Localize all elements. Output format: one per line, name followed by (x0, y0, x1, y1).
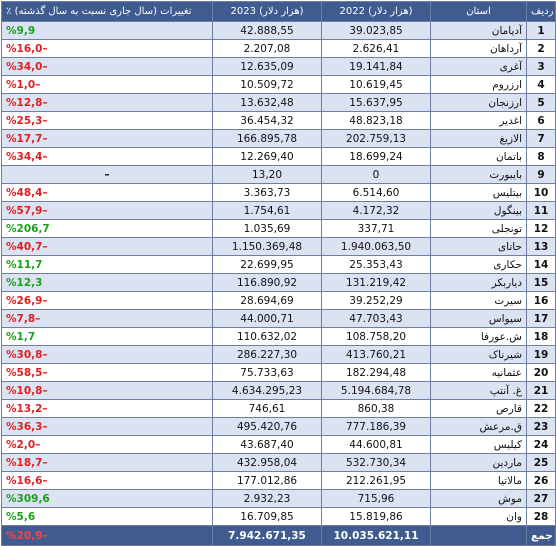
cell-province: آدیامان (431, 22, 527, 40)
total-2023: 7.942.671,35 (213, 526, 322, 546)
cell-province: اغدیر (431, 112, 527, 130)
cell-2023: 13,20 (213, 166, 322, 184)
cell-rank: 6 (527, 112, 556, 130)
cell-rank: 4 (527, 76, 556, 94)
cell-rank: 23 (527, 418, 556, 436)
cell-rank: 3 (527, 58, 556, 76)
cell-change: %7,8– (2, 310, 213, 328)
cell-change: %30,8– (2, 346, 213, 364)
table-row (2, 472, 556, 490)
cell-2022: 532.730,34 (322, 454, 431, 472)
header-2023: 2023 (هزار دلار) (213, 2, 322, 22)
table-row (2, 202, 556, 220)
cell-2022: 6.514,60 (322, 184, 431, 202)
cell-2023: 43.687,40 (213, 436, 322, 454)
cell-2023: 1.150.369,48 (213, 238, 322, 256)
cell-2022: 212.261,95 (322, 472, 431, 490)
cell-province: موش (431, 490, 527, 508)
cell-change: %36,3– (2, 418, 213, 436)
table-row (2, 490, 556, 508)
table-row (2, 112, 556, 130)
table-row (2, 184, 556, 202)
table-row (2, 508, 556, 526)
cell-2023: 22.699,95 (213, 256, 322, 274)
cell-rank: 28 (527, 508, 556, 526)
cell-rank: 11 (527, 202, 556, 220)
cell-province: آرداهان (431, 40, 527, 58)
table-row (2, 328, 556, 346)
cell-province: غ. آنتپ (431, 382, 527, 400)
cell-2022: 15.637,95 (322, 94, 431, 112)
cell-2023: 432.958,04 (213, 454, 322, 472)
cell-rank: 18 (527, 328, 556, 346)
cell-2023: 13.632,48 (213, 94, 322, 112)
cell-2022: 47.703,43 (322, 310, 431, 328)
cell-province: باتمان (431, 148, 527, 166)
table-row (2, 364, 556, 382)
cell-2022: 860,38 (322, 400, 431, 418)
total-empty (431, 526, 527, 546)
cell-change: %1,0– (2, 76, 213, 94)
cell-2023: 75.733,63 (213, 364, 322, 382)
cell-2022: 131.219,42 (322, 274, 431, 292)
cell-2023: 1.035,69 (213, 220, 322, 238)
cell-2022: 777.186,39 (322, 418, 431, 436)
table-row (2, 58, 556, 76)
table-row (2, 400, 556, 418)
cell-2022: 0 (322, 166, 431, 184)
header-row (2, 2, 556, 22)
cell-2023: 12.635,09 (213, 58, 322, 76)
cell-2022: 337,71 (322, 220, 431, 238)
header-2022: 2022 (هزار دلار) (322, 2, 431, 22)
cell-change: %13,2– (2, 400, 213, 418)
cell-2022: 48.823,18 (322, 112, 431, 130)
cell-province: تونجلی (431, 220, 527, 238)
cell-2023: 746,61 (213, 400, 322, 418)
cell-rank: 5 (527, 94, 556, 112)
cell-2023: 10.509,72 (213, 76, 322, 94)
cell-province: سیواس (431, 310, 527, 328)
cell-province: ق.مرعش (431, 418, 527, 436)
cell-province: آغری (431, 58, 527, 76)
cell-2023: 116.890,92 (213, 274, 322, 292)
cell-province: سیرت (431, 292, 527, 310)
cell-2022: 1.940.063,50 (322, 238, 431, 256)
cell-change: %26,9– (2, 292, 213, 310)
cell-change: %40,7– (2, 238, 213, 256)
cell-2022: 39.023,85 (322, 22, 431, 40)
cell-2022: 5.194.684,78 (322, 382, 431, 400)
header-change: ٪ تغییرات (سال جاری نسبت به سال گذشته) (2, 2, 213, 22)
cell-rank: 25 (527, 454, 556, 472)
cell-province: حاتای (431, 238, 527, 256)
total-2022: 10.035.621,11 (322, 526, 431, 546)
cell-province: شیرناک (431, 346, 527, 364)
total-change: %20,9– (2, 526, 213, 546)
cell-2022: 715,96 (322, 490, 431, 508)
table-row (2, 94, 556, 112)
table-row (2, 166, 556, 184)
cell-rank: 15 (527, 274, 556, 292)
cell-2023: 495.420,76 (213, 418, 322, 436)
cell-2023: 36.454,32 (213, 112, 322, 130)
table-row (2, 382, 556, 400)
table-row (2, 274, 556, 292)
cell-rank: 1 (527, 22, 556, 40)
cell-change: %9,9 (2, 22, 213, 40)
cell-province: کیلیس (431, 436, 527, 454)
cell-province: ارزروم (431, 76, 527, 94)
cell-change: %206,7 (2, 220, 213, 238)
cell-change: %16,6– (2, 472, 213, 490)
cell-2022: 202.759,13 (322, 130, 431, 148)
table-row (2, 418, 556, 436)
cell-rank: 13 (527, 238, 556, 256)
cell-province: قارص (431, 400, 527, 418)
cell-province: ش.عورفا (431, 328, 527, 346)
cell-rank: 26 (527, 472, 556, 490)
cell-change: %12,3 (2, 274, 213, 292)
cell-province: بیتلیس (431, 184, 527, 202)
cell-change: %10,8– (2, 382, 213, 400)
cell-province: ارزنجان (431, 94, 527, 112)
table-row (2, 22, 556, 40)
cell-rank: 7 (527, 130, 556, 148)
cell-2023: 286.227,30 (213, 346, 322, 364)
cell-2023: 12.269,40 (213, 148, 322, 166)
cell-2022: 19.141,84 (322, 58, 431, 76)
cell-province: بینگول (431, 202, 527, 220)
cell-2023: 1.754,61 (213, 202, 322, 220)
cell-2023: 44.000,71 (213, 310, 322, 328)
cell-change: %58,5– (2, 364, 213, 382)
cell-2022: 108.758,20 (322, 328, 431, 346)
cell-rank: 12 (527, 220, 556, 238)
table-row (2, 220, 556, 238)
cell-rank: 9 (527, 166, 556, 184)
cell-2023: 166.895,78 (213, 130, 322, 148)
cell-rank: 19 (527, 346, 556, 364)
cell-2022: 10.619,45 (322, 76, 431, 94)
header-province: استان (431, 2, 527, 22)
cell-change: %34,4– (2, 148, 213, 166)
cell-2023: 28.694,69 (213, 292, 322, 310)
cell-rank: 21 (527, 382, 556, 400)
cell-change: %48,4– (2, 184, 213, 202)
cell-province: ماردین (431, 454, 527, 472)
table-row (2, 76, 556, 94)
cell-2022: 18.699,24 (322, 148, 431, 166)
cell-province: حکاری (431, 256, 527, 274)
cell-change: %57,9– (2, 202, 213, 220)
cell-change: %18,7– (2, 454, 213, 472)
total-label: جمع (527, 526, 556, 546)
cell-change: %25,3– (2, 112, 213, 130)
table-row (2, 346, 556, 364)
cell-2023: 16.709,85 (213, 508, 322, 526)
cell-rank: 8 (527, 148, 556, 166)
cell-2022: 182.294,48 (322, 364, 431, 382)
cell-rank: 20 (527, 364, 556, 382)
cell-province: وان (431, 508, 527, 526)
cell-province: الازیغ (431, 130, 527, 148)
table-row (2, 130, 556, 148)
cell-change: %309,6 (2, 490, 213, 508)
trade-table (1, 1, 556, 546)
table-row (2, 256, 556, 274)
cell-rank: 16 (527, 292, 556, 310)
cell-change: %16,0– (2, 40, 213, 58)
table-row (2, 310, 556, 328)
cell-rank: 27 (527, 490, 556, 508)
cell-change: %34,0– (2, 58, 213, 76)
cell-province: بایبورت (431, 166, 527, 184)
cell-province: دیاربکر (431, 274, 527, 292)
cell-rank: 14 (527, 256, 556, 274)
cell-change: %11,7 (2, 256, 213, 274)
cell-change: %12,8– (2, 94, 213, 112)
cell-2023: 110.632,02 (213, 328, 322, 346)
cell-2022: 4.172,32 (322, 202, 431, 220)
cell-rank: 2 (527, 40, 556, 58)
cell-rank: 10 (527, 184, 556, 202)
cell-rank: 22 (527, 400, 556, 418)
cell-2023: 177.012,86 (213, 472, 322, 490)
header-rank: ردیف (527, 2, 556, 22)
cell-2022: 15.819,86 (322, 508, 431, 526)
cell-2022: 2.626,41 (322, 40, 431, 58)
table-row (2, 148, 556, 166)
cell-2023: 2.932,23 (213, 490, 322, 508)
cell-change: %2,0– (2, 436, 213, 454)
cell-2022: 39.252,29 (322, 292, 431, 310)
cell-2023: 42.888,55 (213, 22, 322, 40)
cell-change: %1,7 (2, 328, 213, 346)
cell-change: %5,6 (2, 508, 213, 526)
cell-change: %17,7– (2, 130, 213, 148)
cell-2022: 44.600,81 (322, 436, 431, 454)
cell-province: عثمانیه (431, 364, 527, 382)
total-row (2, 526, 556, 546)
cell-2023: 4.634.295,23 (213, 382, 322, 400)
table-row (2, 40, 556, 58)
cell-province: مالاتیا (431, 472, 527, 490)
table-row (2, 454, 556, 472)
cell-2023: 3.363,73 (213, 184, 322, 202)
cell-change: – (2, 166, 213, 184)
cell-rank: 17 (527, 310, 556, 328)
cell-2022: 25.353,43 (322, 256, 431, 274)
table-body (2, 22, 556, 526)
cell-2022: 413.760,21 (322, 346, 431, 364)
table-row (2, 436, 556, 454)
cell-2023: 2.207,08 (213, 40, 322, 58)
table-row (2, 238, 556, 256)
table-row (2, 292, 556, 310)
cell-rank: 24 (527, 436, 556, 454)
